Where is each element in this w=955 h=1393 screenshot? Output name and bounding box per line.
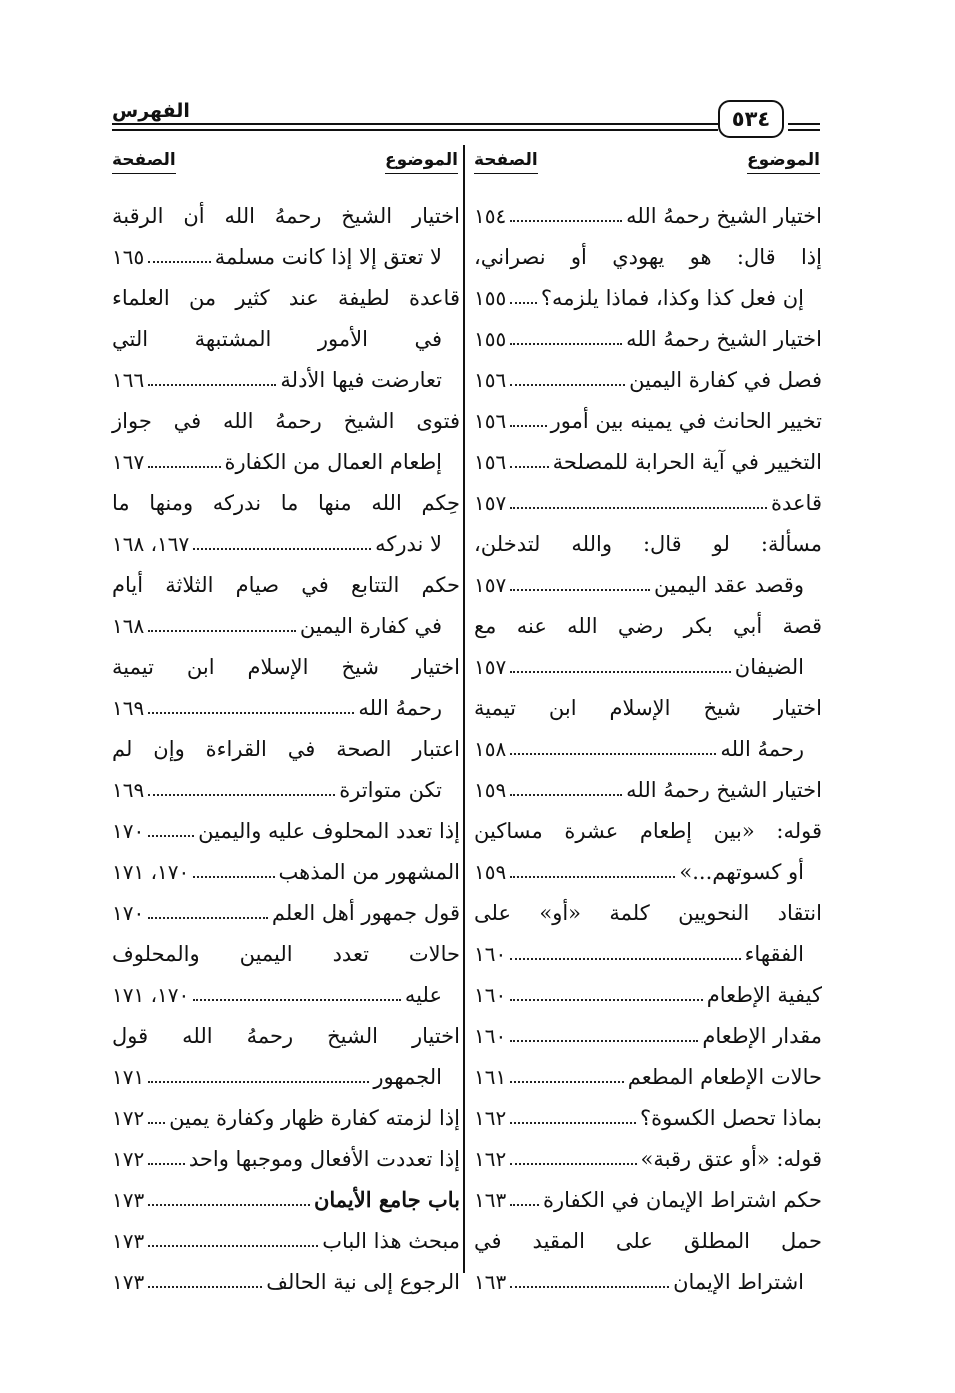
dot-leader (510, 384, 625, 386)
index-entry (112, 195, 460, 236)
entry-page-number: ١٥٩ (474, 777, 507, 802)
entry-page-number: ١٦٩ (112, 777, 145, 802)
entry-page-number: ١٧٠، ١٧١ (112, 859, 190, 884)
entry-topic: بماذا تحصل الكسوة؟ (640, 1105, 822, 1130)
entry-topic: حمل المطلق على المقيد في (474, 1228, 822, 1253)
entry-page-number: ١٥٧ (474, 654, 507, 679)
entry-topic: حكم التتابع في صيام الثلاثة أيام (112, 572, 460, 597)
dot-leader (510, 1040, 698, 1042)
index-entry (474, 1179, 822, 1220)
entry-topic: اشتراط الإيمان (673, 1269, 804, 1294)
dot-leader (510, 999, 702, 1001)
entry-page-number: ١٥٦ (474, 367, 507, 392)
index-entry (474, 523, 822, 564)
entry-page-number: ١٧٢ (112, 1146, 145, 1171)
entry-page-number: ١٥٥ (474, 326, 507, 351)
right-column (474, 195, 822, 1302)
left-page-header: الصفحة (112, 150, 176, 174)
entry-page-number: ١٦٥ (112, 244, 145, 269)
entry-topic: اعتبار الصحة في القراءة وإن لم (112, 736, 460, 761)
index-entry (474, 195, 822, 236)
index-entry (112, 1056, 460, 1097)
index-entry (474, 605, 822, 646)
entry-topic: أو كسوتهم...» (679, 859, 804, 884)
index-entry (474, 687, 822, 728)
index-entry (112, 1015, 460, 1056)
entry-topic: عليه (404, 982, 442, 1007)
dot-leader (510, 794, 622, 796)
entry-page-number: ١٥٦ (474, 408, 507, 433)
entry-topic: اختيار الشيخ رحمهُ الله (626, 203, 822, 228)
index-entry (112, 851, 460, 892)
dot-leader (510, 589, 650, 591)
dot-leader (148, 712, 354, 714)
index-entry (474, 564, 822, 605)
entry-page-number: ١٧٢ (112, 1105, 145, 1130)
entry-page-number: ١٦٢ (474, 1146, 507, 1171)
dot-leader (148, 1122, 165, 1124)
left-topic-header: الموضوع (385, 150, 458, 174)
entry-topic: مقدار الإطعام (702, 1023, 822, 1048)
index-entry (474, 769, 822, 810)
header-rule-2 (112, 129, 718, 131)
entry-page-number: ١٥٧ (474, 572, 507, 597)
index-entry (112, 482, 460, 523)
entry-topic: إذا تعدد المحلوف عليه واليمين (198, 818, 460, 843)
index-entry (112, 1179, 460, 1220)
index-entry (112, 687, 460, 728)
index-entry (112, 400, 460, 441)
index-entry (474, 1097, 822, 1138)
entry-topic: اختيار الشيخ رحمهُ الله أن الرقبة (112, 203, 460, 228)
entry-page-number: ١٥٩ (474, 859, 507, 884)
entry-topic: اختيار شيخ الإسلام ابن تيمية (112, 654, 460, 679)
dot-leader (148, 466, 220, 468)
right-topic-header: الموضوع (747, 150, 820, 174)
dot-leader (193, 876, 274, 878)
page-number: ٥٣٤ (731, 107, 771, 131)
index-entry (474, 318, 822, 359)
dot-leader (148, 1245, 318, 1247)
entry-page-number: ١٦١ (474, 1064, 507, 1089)
index-entry (112, 605, 460, 646)
dot-leader (510, 343, 622, 345)
index-entry (112, 523, 460, 564)
index-entry (474, 1138, 822, 1179)
index-entry (112, 564, 460, 605)
entry-page-number: ١٦٢ (474, 1105, 507, 1130)
dot-leader (193, 999, 401, 1001)
entry-topic: الضيفان (734, 654, 804, 679)
index-entry (474, 1261, 822, 1302)
entry-page-number: ١٦٠ (474, 982, 507, 1007)
entry-topic: لا تعتق إلا إذا كانت مسلمة (214, 244, 442, 269)
dot-leader (148, 1286, 262, 1288)
entry-page-number: ١٥٦ (474, 449, 507, 474)
index-entry (474, 236, 822, 277)
entry-topic: رحمهُ الله (358, 695, 442, 720)
entry-topic: قصة أبي بكر رضي الله عنه مع (474, 613, 822, 638)
index-entry (112, 1261, 460, 1302)
dot-leader (148, 1081, 369, 1083)
dot-leader (510, 425, 546, 427)
entry-topic: فصل في كفارة اليمين (629, 367, 822, 392)
index-entry (112, 769, 460, 810)
dot-leader (510, 1286, 669, 1288)
index-entry (112, 277, 460, 318)
entry-topic: في الأمور المشتبهة التي (112, 326, 442, 351)
dot-leader (510, 1122, 636, 1124)
entry-page-number: ١٧٠ (112, 818, 145, 843)
entry-page-number: ١٦٠ (474, 1023, 507, 1048)
entry-page-number: ١٦٧ (112, 449, 145, 474)
entry-topic: حكم اشتراط الإيمان في الكفارة (542, 1187, 822, 1212)
dot-leader (510, 753, 716, 755)
index-entry (474, 728, 822, 769)
dot-leader (510, 876, 675, 878)
index-entry (474, 441, 822, 482)
dot-leader (510, 466, 548, 468)
index-entry (112, 933, 460, 974)
entry-topic: إن فعل كذا وكذا، فماذا يلزمه؟ (540, 285, 804, 310)
entry-topic: اختيار شيخ الإسلام ابن تيمية (474, 695, 822, 720)
dot-leader (148, 261, 211, 263)
header-rule-right (788, 123, 820, 125)
entry-page-number: ١٧٠، ١٧١ (112, 982, 190, 1007)
dot-leader (148, 1163, 185, 1165)
entry-page-number: ١٦٣ (474, 1269, 507, 1294)
entry-topic: قاعدة لطيفة عند كثير من العلماء (112, 285, 460, 310)
dot-leader (510, 507, 767, 509)
entry-topic: كيفية الإطعام (706, 982, 822, 1007)
index-entry (474, 482, 822, 523)
left-column (112, 195, 460, 1302)
index-entry (474, 810, 822, 851)
index-entry (474, 1056, 822, 1097)
entry-page-number: ١٥٨ (474, 736, 507, 761)
dot-leader (148, 384, 276, 386)
index-entry (112, 646, 460, 687)
index-entry (474, 1015, 822, 1056)
entry-topic: حالات الإطعام المطعم (627, 1064, 822, 1089)
index-entry (112, 236, 460, 277)
dot-leader (510, 958, 740, 960)
index-entry (112, 318, 460, 359)
dot-leader (510, 1204, 539, 1206)
entry-topic: الجمهور (373, 1064, 442, 1089)
entry-page-number: ١٧١ (112, 1064, 145, 1089)
entry-page-number: ١٧٠ (112, 900, 145, 925)
dot-leader (148, 630, 296, 632)
index-entry (474, 359, 822, 400)
entry-topic: اختيار الشيخ رحمهُ الله (626, 777, 822, 802)
entry-topic: الفقهاء (744, 941, 804, 966)
entry-topic: حالات تعدد اليمين والمحلوف (112, 941, 460, 966)
entry-topic: قاعدة (771, 490, 822, 515)
entry-topic: وقصد عقد اليمين (654, 572, 804, 597)
entry-topic: باب جامع الأيمان (313, 1187, 460, 1212)
entry-page-number: ١٦٧، ١٦٨ (112, 531, 190, 556)
index-entry (474, 277, 822, 318)
entry-topic: رحمهُ الله (720, 736, 804, 761)
entry-page-number: ١٦٩ (112, 695, 145, 720)
entry-page-number: ١٥٧ (474, 490, 507, 515)
right-page-header: الصفحة (474, 150, 538, 174)
entry-topic: مبحث هذا الباب (322, 1228, 460, 1253)
index-entry (112, 892, 460, 933)
page-number-box (718, 100, 784, 138)
entry-page-number: ١٦٠ (474, 941, 507, 966)
entry-topic: قوله: «بين إطعام عشرة مساكين (474, 818, 822, 843)
header-rule-right-2 (788, 129, 820, 131)
dot-leader (510, 671, 731, 673)
entry-page-number: ١٥٥ (474, 285, 507, 310)
index-entry (112, 1138, 460, 1179)
entry-topic: الرجوع إلى نية الحالف (266, 1269, 460, 1294)
index-entry (112, 810, 460, 851)
entry-page-number: ١٦٣ (474, 1187, 507, 1212)
entry-page-number: ١٧٣ (112, 1269, 145, 1294)
entry-topic: انتقاد النحويين كلمة «أو» على (474, 900, 822, 925)
section-title: الفهرس (112, 100, 190, 122)
entry-topic: فتوى الشيخ رحمهُ الله في جواز (112, 408, 460, 433)
entry-topic: اختيار الشيخ رحمهُ الله (626, 326, 822, 351)
entry-page-number: ١٧٣ (112, 1228, 145, 1253)
index-entry (474, 1220, 822, 1261)
index-entry (474, 851, 822, 892)
entry-page-number: ١٧٣ (112, 1187, 145, 1212)
index-entry (474, 974, 822, 1015)
entry-page-number: ١٦٨ (112, 613, 145, 638)
index-entry (112, 1220, 460, 1261)
dot-leader (148, 1204, 310, 1206)
dot-leader (510, 302, 537, 304)
entry-topic: في كفارة اليمين (299, 613, 442, 638)
entry-page-number: ١٥٤ (474, 203, 507, 228)
entry-topic: تكن متواترة (339, 777, 442, 802)
entry-topic: إذا قال: هو يهودي أو نصراني، (474, 244, 822, 269)
index-entry (474, 646, 822, 687)
dot-leader (510, 1081, 624, 1083)
header-rule (112, 123, 718, 125)
entry-topic: اختيار الشيخ رحمهُ الله قول (112, 1023, 460, 1048)
entry-topic: تعارضت فيها الأدلة (280, 367, 442, 392)
entry-topic: إذا لزمته كفارة ظهار وكفارة يمين (169, 1105, 460, 1130)
index-entry (112, 359, 460, 400)
entry-topic: تخيير الحانث في يمينه بين أمور (550, 408, 822, 433)
index-entry (112, 1097, 460, 1138)
entry-topic: التخيير في آية الحرابة للمصلحة (552, 449, 822, 474)
dot-leader (193, 548, 371, 550)
dot-leader (148, 917, 268, 919)
entry-topic: حِكم الله منها ما ندركه ومنها ما (112, 490, 460, 515)
index-entry (474, 933, 822, 974)
dot-leader (510, 1163, 636, 1165)
dot-leader (510, 220, 622, 222)
entry-topic: مسألة: لو قال: والله لتدخلن، (474, 531, 822, 556)
entry-topic: لا ندركه (375, 531, 442, 556)
entry-topic: قوله: «أو عتق رقبة» (640, 1146, 822, 1171)
entry-topic: قول جمهور أهل العلم (271, 900, 460, 925)
index-entry (112, 728, 460, 769)
index-entry (474, 892, 822, 933)
entry-page-number: ١٦٦ (112, 367, 145, 392)
index-entry (474, 400, 822, 441)
index-entry (112, 441, 460, 482)
dot-leader (148, 794, 335, 796)
column-divider (463, 145, 465, 1273)
entry-topic: إطعام العمال من الكفارة (224, 449, 442, 474)
dot-leader (148, 835, 194, 837)
entry-topic: المشهور من المذهب (278, 859, 460, 884)
index-entry (112, 974, 460, 1015)
entry-topic: إذا تعددت الأفعال وموجبها واحد (188, 1146, 460, 1171)
